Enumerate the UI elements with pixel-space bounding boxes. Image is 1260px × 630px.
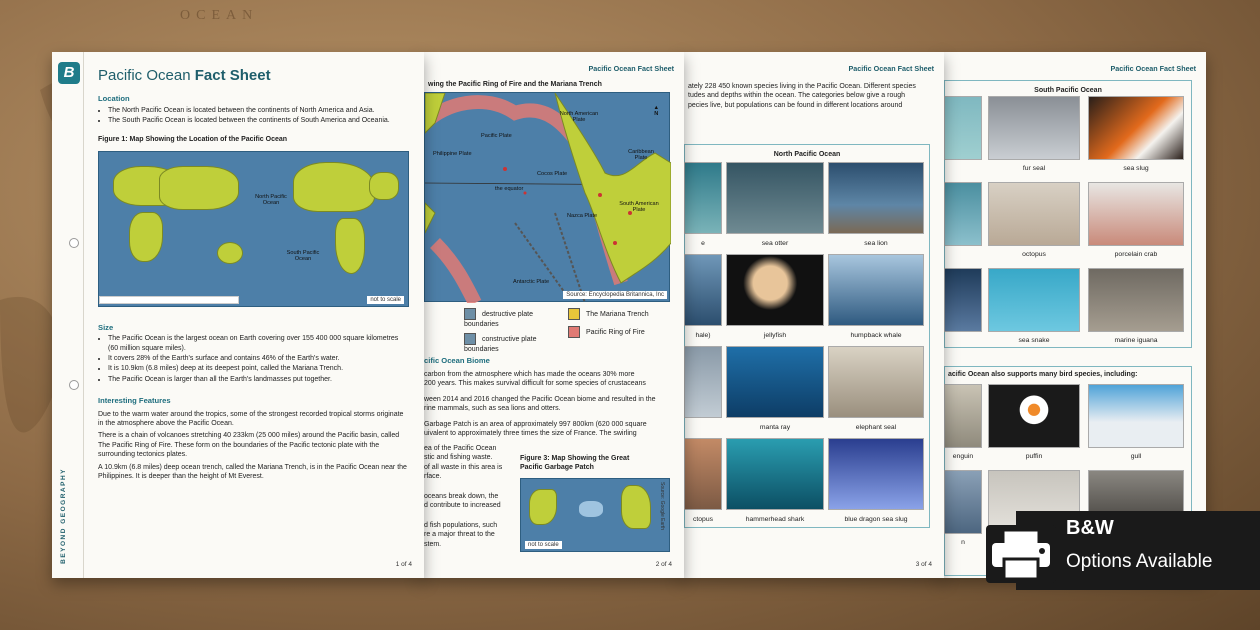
photo-hammerhead-shark: [726, 438, 824, 510]
page-header: Pacific Ocean Fact Sheet: [1110, 64, 1196, 73]
caption: sea slug: [1123, 165, 1149, 172]
photo-puffin: [988, 384, 1080, 448]
caption: marine iguana: [1114, 337, 1158, 344]
page1-body: [98, 66, 410, 485]
printer-icon: [984, 523, 1058, 585]
spine: [52, 52, 84, 578]
list-item: • It is 10.9km (6.8 miles) deep at its deepest point, called the Mariana Trench.: [108, 364, 410, 373]
garbage-patch-map: [520, 478, 670, 552]
photo-jellyfish: [726, 254, 824, 326]
land-australia: [217, 242, 243, 264]
title-plain: Pacific Ocean: [98, 67, 195, 84]
plate-label: Philippine Plate: [433, 151, 472, 157]
photo: [944, 470, 982, 534]
text-line: Garbage Patch is an area of approximately 997 800km (620 000 square: [424, 420, 647, 428]
legend-swatch: [464, 333, 476, 345]
text-line: of all waste in this area is: [424, 463, 503, 471]
plate-label: Nazca Plate: [567, 213, 598, 219]
caption: porcelain crab: [1114, 251, 1158, 258]
legend-label: Pacific Ring of Fire: [586, 328, 645, 336]
figure3-source: Source: Google Earth: [658, 482, 665, 531]
caption: manta ray: [759, 424, 791, 431]
text-line: re a major threat to the: [424, 531, 495, 539]
caption: enguin: [952, 453, 974, 460]
photo: [944, 268, 982, 332]
intro-line: ately 228 450 known species living in the Pacific Ocean. Different species: [688, 83, 916, 90]
land-north-america: [293, 162, 375, 212]
text-line: uivalent to approximately three times the size of France. The swirling: [424, 430, 637, 438]
land-asia: [159, 166, 239, 210]
page-header: Pacific Ocean Fact Sheet: [848, 64, 934, 73]
legend-label: The Mariana Trench: [586, 310, 649, 318]
map-source: Source: Encyclopedia Britannica, Inc: [563, 291, 667, 299]
text-line: stem.: [424, 540, 442, 548]
photo-sea-slug: [1088, 96, 1184, 160]
list-item: • The Pacific Ocean is the largest ocean on Earth covering over 155 400 000 square kilometres (60 million square miles).: [108, 334, 410, 353]
legend-label: destructive plate boundaries: [464, 310, 533, 328]
text-line: ween 2014 and 2016 changed the Pacific Ocean biome and resulted in the: [424, 395, 656, 403]
plate-label: the equator: [495, 186, 524, 192]
land-europe: [369, 172, 399, 200]
caption: hale): [695, 332, 711, 339]
photo: [684, 162, 722, 234]
plate-boundaries-svg: [425, 93, 671, 303]
legend-item: [568, 326, 678, 338]
text-line: oceans break down, the: [424, 492, 499, 500]
page-3: [680, 52, 944, 578]
list-item: • The Pacific Ocean is larger than all the Earth's landmasses put together.: [108, 375, 410, 384]
legend-swatch: [568, 326, 580, 338]
caption: blue dragon sea slug: [844, 516, 908, 523]
caption: humpback whale: [850, 332, 902, 339]
biome-text-bottom: [424, 444, 514, 549]
caption: sea otter: [761, 240, 789, 247]
plate-label: South American Plate: [619, 201, 659, 214]
photo-sea-otter: [726, 162, 824, 234]
legend-swatch: [568, 308, 580, 320]
caption: sea lion: [864, 240, 888, 247]
list-item: • It covers 28% of the Earth's surface and contains 46% of the Earth's water.: [108, 354, 410, 363]
not-to-scale-label: not to scale: [367, 296, 404, 304]
biome-heading: cific Ocean Biome: [424, 356, 490, 365]
legend-swatch: [464, 308, 476, 320]
features-paragraph: Due to the warm water around the tropics, some of the strongest recorded tropical storms originate in the atmosphere above the Pacific Ocean.: [98, 410, 404, 427]
features-paragraph: A 10.9km (6.8 miles) deep ocean trench, called the Mariana Trench, is in the Pacific Ocean near the Philippines. It is deeper than the height of Mt Everest.: [98, 463, 407, 481]
punch-hole: [69, 238, 79, 248]
land-antarctica: [99, 296, 239, 304]
text-line: 200 years. This makes survival difficult for some species of crustaceans: [424, 380, 646, 388]
photo-sea-snake: [988, 268, 1080, 332]
size-list: [98, 334, 410, 384]
photo-manta-ray: [726, 346, 824, 418]
caption: hammerhead shark: [745, 516, 805, 523]
features-paragraph: There is a chain of volcanoes stretching 40 233km (25 000 miles) around the Pacific basin, called The Pacific Ring of Fire. These form on the boundaries of the Pacific tectonic plate with the surrounding tectonics plates.: [98, 432, 400, 459]
legend-item: [464, 333, 564, 354]
size-heading: Size: [98, 322, 114, 332]
caption: jellyfish: [763, 332, 787, 339]
not-to-scale-label: not to scale: [525, 541, 562, 549]
page-4: [940, 52, 1206, 578]
plate-label: Caribbean Plate: [628, 149, 654, 162]
photo: [684, 346, 722, 418]
punch-hole: [69, 380, 79, 390]
caption: sea snake: [1018, 337, 1050, 344]
page-header: Pacific Ocean Fact Sheet: [588, 64, 674, 73]
legend-item: [568, 308, 678, 320]
spine-brand-text: BEYOND GEOGRAPHY: [60, 468, 67, 564]
location-list: [98, 106, 410, 126]
legend-item: [464, 308, 564, 329]
grid-title: South Pacific Ocean: [1034, 87, 1102, 94]
figure3-title: Figure 3: Map Showing the Great Pacific Garbage Patch: [520, 455, 630, 472]
page-number: 3 of 4: [915, 561, 932, 569]
list-item: • The South Pacific Ocean is located between the continents of South America and Oceania.: [108, 116, 410, 125]
photo-penguin: [944, 384, 982, 448]
legend-label: constructive plate boundaries: [464, 336, 537, 354]
ring-of-fire-map: [424, 92, 670, 302]
caption: ctopus: [692, 516, 714, 523]
text-line: carbon from the atmosphere which has made the oceans 30% more: [424, 371, 635, 378]
text-line: stic and fishing waste.: [424, 454, 493, 462]
features-heading: Interesting Features: [98, 396, 171, 406]
birds-title: acific Ocean also supports many bird species, including:: [948, 371, 1138, 378]
list-item: • The North Pacific Ocean is located between the continents of North America and Asia.: [108, 106, 410, 115]
page-title: [98, 66, 410, 86]
legend-col-2: [568, 308, 678, 338]
text-line: rine mammals, such as sea lions and otters.: [424, 405, 561, 413]
land-shape: [529, 489, 557, 525]
photo-marine-iguana: [1088, 268, 1184, 332]
text-line: rface.: [424, 473, 442, 481]
text-line: d fish populations, such: [424, 521, 498, 529]
plate-label: Cocos Plate: [537, 171, 568, 177]
photo-elephant-seal: [828, 346, 924, 418]
plate-label: Antarctic Plate: [513, 279, 550, 285]
background-ocean-label: OCEAN: [180, 8, 259, 23]
garbage-patch-area: [579, 501, 603, 517]
page-number: 2 of 4: [655, 561, 672, 569]
page-number: 1 of 4: [395, 561, 412, 569]
caption: octopus: [1022, 251, 1046, 258]
land-south-america: [335, 218, 365, 274]
photo: [684, 438, 722, 510]
map-label-north-pacific: North Pacific Ocean: [255, 193, 287, 206]
text-line: ea of the Pacific Ocean: [424, 445, 497, 452]
figure1-title: Figure 1: Map Showing the Location of the Pacific Ocean: [98, 136, 288, 144]
photo-octopus: [988, 182, 1080, 246]
photo-gull: [1088, 384, 1184, 448]
biome-text-top: [424, 370, 674, 439]
badge-subtitle: Options Available: [1066, 551, 1213, 572]
title-bold: Fact Sheet: [194, 67, 271, 84]
bw-options-badge: [1016, 511, 1260, 590]
plate-label: North American Plate: [559, 111, 599, 124]
caption: fur seal: [1022, 165, 1046, 172]
photo-sea-lion: [828, 162, 924, 234]
intro-line: pecies live, but populations can be found in different locations around: [688, 101, 903, 109]
photo: [684, 254, 722, 326]
figure2-title: wing the Pacific Ring of Fire and the Mariana Trench: [428, 81, 602, 88]
text-line: d contribute to increased: [424, 502, 501, 510]
photo: [944, 182, 982, 246]
north-arrow-icon: ▲ N: [653, 105, 659, 118]
location-heading: Location: [98, 94, 130, 104]
page-1: [52, 52, 424, 578]
page-2: [420, 52, 684, 578]
world-map: [98, 151, 409, 307]
badge-title: B&W: [1066, 517, 1114, 539]
caption: e: [701, 240, 705, 247]
grid-title: North Pacific Ocean: [773, 151, 841, 158]
caption: n: [961, 539, 965, 546]
photo: [944, 96, 982, 160]
photo-porcelain-crab: [1088, 182, 1184, 246]
photo-blue-dragon-sea-slug: [828, 438, 924, 510]
caption: puffin: [1025, 453, 1043, 460]
intro-text: [688, 82, 934, 110]
photo-humpback-whale: [828, 254, 924, 326]
caption: gull: [1130, 453, 1142, 460]
legend-col-1: [464, 308, 564, 355]
land-africa: [129, 212, 163, 262]
caption: elephant seal: [855, 424, 897, 431]
intro-line: tudes and depths within the ocean. The categories below give a rough: [688, 92, 906, 100]
beyond-logo-icon: B: [58, 62, 80, 84]
photo-fur-seal: [988, 96, 1080, 160]
plate-label: Pacific Plate: [481, 133, 512, 139]
land-shape: [621, 485, 651, 529]
map-label-south-pacific: South Pacific Ocean: [286, 249, 320, 262]
